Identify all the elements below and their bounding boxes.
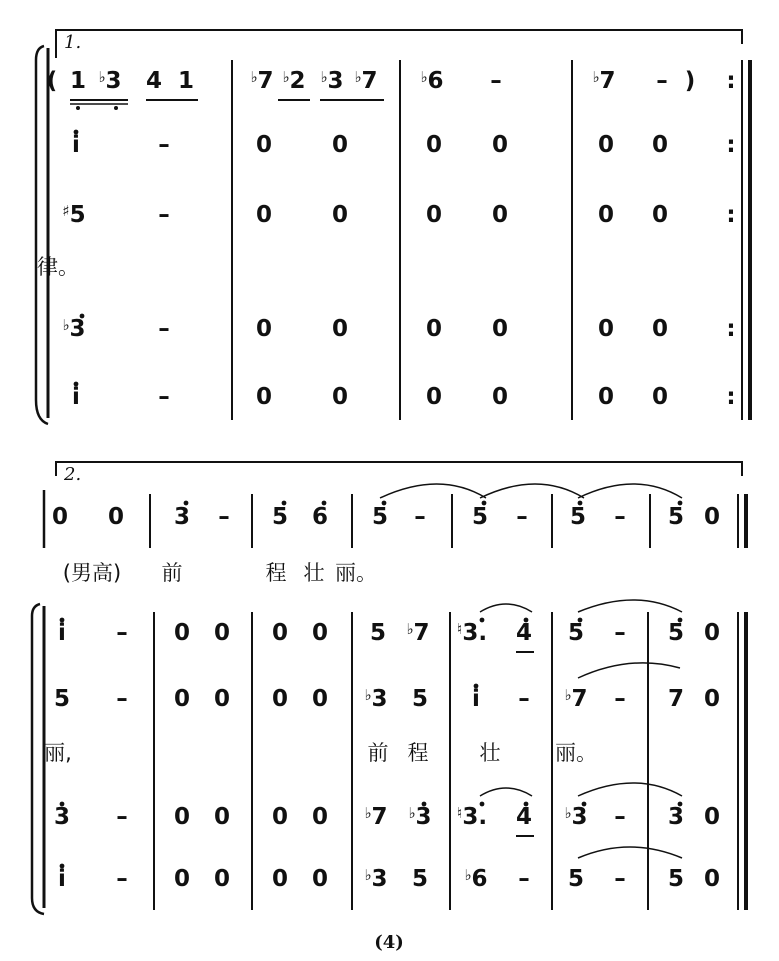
- lyric-text: 前: [161, 561, 183, 585]
- note-symbol: 0: [173, 804, 191, 830]
- note-symbol: 0: [703, 620, 721, 646]
- note-symbol: :: [726, 202, 736, 228]
- note-symbol: 5: [369, 620, 387, 646]
- lyric-text: 程: [265, 561, 287, 585]
- note-symbol: 5: [667, 866, 685, 892]
- volta-2-label: 2.: [64, 464, 82, 485]
- note-symbol: 0: [597, 384, 615, 410]
- note-symbol: ): [684, 68, 696, 94]
- note-symbol: 0: [311, 866, 329, 892]
- note-symbol: 0: [213, 866, 231, 892]
- note-symbol: 0: [491, 202, 509, 228]
- lyric-text: (男高): [62, 561, 122, 585]
- note-symbol: 5: [471, 504, 489, 530]
- note-symbol: –: [116, 686, 128, 712]
- note-symbol: –: [116, 620, 128, 646]
- note-symbol: 0: [255, 202, 273, 228]
- note-symbol: 4: [515, 620, 533, 646]
- notation-row: [72, 132, 736, 158]
- note-symbol: –: [116, 866, 128, 892]
- note-symbol: ♭7: [592, 68, 616, 94]
- note-symbol: –: [116, 804, 128, 830]
- note-symbol: 5: [53, 686, 71, 712]
- note-symbol: i: [72, 384, 80, 410]
- lyric-text: 丽。: [555, 741, 597, 765]
- note-symbol: 5: [371, 504, 389, 530]
- note-symbol: 0: [271, 620, 289, 646]
- note-symbol: 0: [255, 384, 273, 410]
- note-symbol: 0: [425, 384, 443, 410]
- lyric-text: 壮: [303, 561, 325, 585]
- note-symbol: 0: [213, 686, 231, 712]
- note-symbol: ♭6: [420, 68, 444, 94]
- note-symbol: 0: [213, 620, 231, 646]
- note-symbol: –: [518, 686, 530, 712]
- note-symbol: 0: [271, 804, 289, 830]
- note-symbol: ♭3: [364, 686, 388, 712]
- notation-row: [58, 620, 720, 646]
- note-symbol: 0: [173, 866, 191, 892]
- note-symbol: –: [516, 504, 528, 530]
- note-symbol: 0: [173, 686, 191, 712]
- note-symbol: ♯5: [62, 202, 86, 228]
- note-symbol: 3: [667, 804, 685, 830]
- note-symbol: –: [656, 68, 668, 94]
- note-symbol: –: [614, 804, 626, 830]
- note-symbol: 3: [53, 804, 71, 830]
- note-symbol: 0: [597, 202, 615, 228]
- note-symbol: 5: [567, 866, 585, 892]
- note-symbol: 0: [597, 132, 615, 158]
- section2-row1-bars: [150, 494, 746, 548]
- note-symbol: ♭7: [364, 804, 388, 830]
- note-symbol: 0: [425, 132, 443, 158]
- note-symbol: –: [490, 68, 502, 94]
- note-symbol: ♮3.: [456, 620, 488, 646]
- note-symbol: ♭3: [364, 866, 388, 892]
- note-symbol: 0: [703, 504, 721, 530]
- lyric-text: 丽,: [44, 741, 72, 765]
- note-symbol: ♭7: [354, 68, 378, 94]
- note-symbol: 7: [667, 686, 685, 712]
- note-symbol: 1: [177, 68, 195, 94]
- note-symbol: i: [472, 686, 480, 712]
- section2-lower-bars: [154, 612, 746, 910]
- note-symbol: i: [58, 620, 66, 646]
- note-symbol: i: [58, 866, 66, 892]
- note-symbol: :: [726, 132, 736, 158]
- note-symbol: 0: [703, 804, 721, 830]
- note-symbol: 0: [425, 316, 443, 342]
- notation-row: [62, 202, 735, 228]
- note-symbol: 3: [173, 504, 191, 530]
- note-symbol: i: [72, 132, 80, 158]
- note-symbol: 0: [425, 202, 443, 228]
- note-symbol: 0: [107, 504, 125, 530]
- note-symbol: 5: [411, 686, 429, 712]
- note-symbol: –: [158, 316, 170, 342]
- note-symbol: ♭2: [282, 68, 306, 94]
- note-symbol: ♭3: [62, 316, 86, 342]
- note-symbol: ♭3: [98, 68, 122, 94]
- note-symbol: 5: [569, 504, 587, 530]
- note-symbol: 4: [145, 68, 163, 94]
- note-symbol: 5: [567, 620, 585, 646]
- lyric-line: [37, 255, 79, 279]
- note-symbol: 0: [271, 686, 289, 712]
- note-symbol: 1: [69, 68, 87, 94]
- note-symbol: 0: [311, 620, 329, 646]
- note-symbol: 0: [491, 132, 509, 158]
- note-symbol: 0: [331, 384, 349, 410]
- note-symbol: ♭3: [564, 804, 588, 830]
- page-number: (4): [374, 932, 404, 953]
- note-symbol: –: [614, 504, 626, 530]
- note-symbol: ♭7: [564, 686, 588, 712]
- lyric-text: 程: [407, 741, 429, 765]
- lyric-line: [63, 561, 377, 585]
- note-symbol: –: [158, 132, 170, 158]
- note-symbol: ♭3: [408, 804, 432, 830]
- note-symbol: –: [614, 686, 626, 712]
- note-symbol: :: [726, 68, 736, 94]
- note-symbol: 0: [491, 384, 509, 410]
- note-symbol: 0: [651, 202, 669, 228]
- note-symbol: 0: [331, 132, 349, 158]
- note-symbol: 0: [651, 132, 669, 158]
- note-symbol: ♭7: [406, 620, 430, 646]
- note-symbol: 0: [703, 866, 721, 892]
- note-symbol: ♭3: [320, 68, 344, 94]
- note-symbol: –: [414, 504, 426, 530]
- section1-frame: [36, 30, 750, 424]
- note-symbol: 0: [271, 866, 289, 892]
- note-symbol: –: [518, 866, 530, 892]
- notation-rows: [37, 68, 736, 892]
- note-symbol: 5: [411, 866, 429, 892]
- note-symbol: 6: [311, 504, 329, 530]
- section2-frame: [32, 462, 746, 914]
- note-symbol: 5: [271, 504, 289, 530]
- note-symbol: 0: [311, 686, 329, 712]
- note-symbol: –: [614, 866, 626, 892]
- note-symbol: 5: [667, 620, 685, 646]
- note-symbol: –: [614, 620, 626, 646]
- note-symbol: –: [158, 384, 170, 410]
- note-symbol: –: [158, 202, 170, 228]
- note-symbol: :: [726, 316, 736, 342]
- lyric-line: [44, 741, 597, 765]
- lyric-text: 律。: [37, 255, 79, 279]
- notation-row: [58, 866, 720, 892]
- note-symbol: 0: [311, 804, 329, 830]
- lyric-text: 丽。: [335, 561, 377, 585]
- notation-row: [47, 68, 736, 94]
- notation-row: [52, 504, 720, 530]
- note-symbol: :: [726, 384, 736, 410]
- note-symbol: ♮3.: [456, 804, 488, 830]
- volta-1-label: 1.: [64, 32, 82, 53]
- note-symbol: 0: [491, 316, 509, 342]
- note-symbol: 0: [703, 686, 721, 712]
- note-symbol: 0: [213, 804, 231, 830]
- lyric-text: 前: [367, 741, 389, 765]
- note-symbol: ♭7: [250, 68, 274, 94]
- note-symbol: 5: [667, 504, 685, 530]
- note-symbol: (: [46, 68, 58, 94]
- lyric-text: 壮: [479, 741, 501, 765]
- note-symbol: –: [218, 504, 230, 530]
- notation-row: [72, 384, 736, 410]
- note-symbol: 0: [331, 202, 349, 228]
- note-symbol: 0: [331, 316, 349, 342]
- note-symbol: 0: [173, 620, 191, 646]
- note-symbol: 0: [651, 384, 669, 410]
- note-symbol: 0: [597, 316, 615, 342]
- note-symbol: 0: [255, 132, 273, 158]
- note-symbol: 0: [651, 316, 669, 342]
- note-symbol: ♭6: [464, 866, 488, 892]
- note-symbol: 0: [51, 504, 69, 530]
- note-symbol: 4: [515, 804, 533, 830]
- note-symbol: 0: [255, 316, 273, 342]
